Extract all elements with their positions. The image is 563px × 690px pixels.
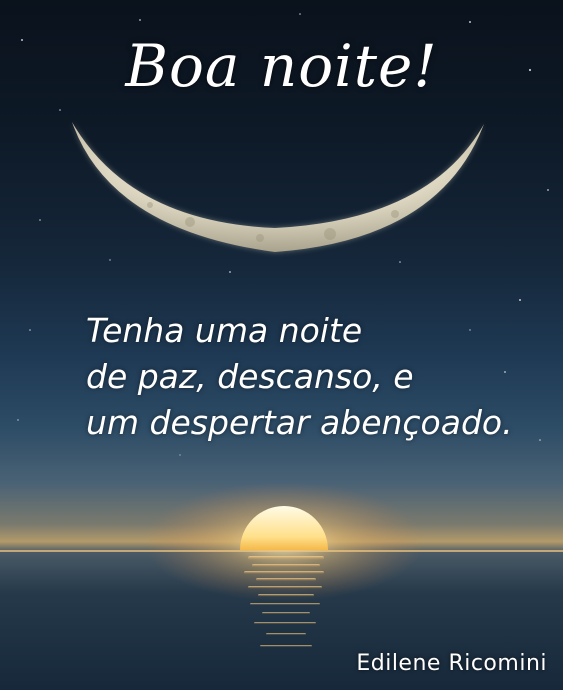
message-line: de paz, descanso, e [86, 357, 414, 396]
title-boa-noite: Boa noite! [125, 32, 438, 100]
author-signature: Edilene Ricomini [356, 651, 547, 676]
greeting-message [86, 308, 546, 446]
message-line: Tenha uma noite [86, 311, 363, 350]
message-line: um despertar abençoado. [86, 403, 513, 442]
